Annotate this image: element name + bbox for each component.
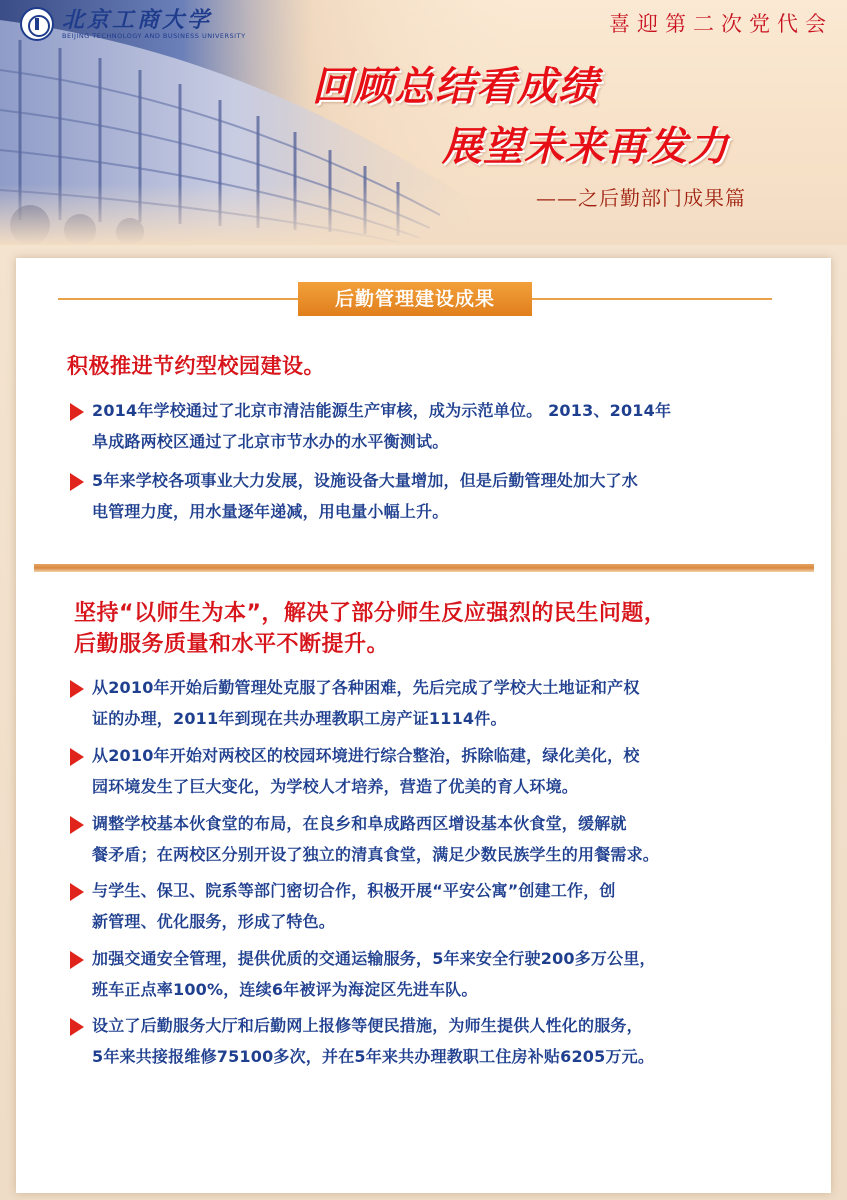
bullet-triangle-icon bbox=[70, 816, 84, 834]
university-logo bbox=[20, 6, 246, 42]
title-line-2: 展望未来再发力 bbox=[442, 124, 729, 170]
poster-header bbox=[0, 0, 847, 245]
bullet-triangle-icon bbox=[70, 473, 84, 491]
section-divider bbox=[34, 564, 814, 572]
block1-heading: 积极推进节约型校园建设。 bbox=[67, 354, 325, 378]
block2-heading-line-2: 后勤服务质量和水平不断提升。 bbox=[74, 632, 390, 657]
subtitle: ——之后勤部门成果篇 bbox=[536, 186, 746, 210]
bullet-triangle-icon bbox=[70, 403, 84, 421]
section-header bbox=[58, 282, 772, 316]
bullet-triangle-icon bbox=[70, 680, 84, 698]
bullet-triangle-icon bbox=[70, 883, 84, 901]
university-name-en: BEIJING TECHNOLOGY AND BUSINESS UNIVERSITY bbox=[62, 32, 246, 40]
title-line-1: 回顾总结看成绩 bbox=[312, 64, 599, 110]
university-emblem-icon bbox=[20, 7, 54, 41]
university-name: 北京工商大学 bbox=[62, 7, 213, 33]
bullet-triangle-icon bbox=[70, 1018, 84, 1036]
bullet-triangle-icon bbox=[70, 748, 84, 766]
congress-banner: 喜迎第二次党代会 bbox=[609, 12, 833, 36]
bullet-triangle-icon bbox=[70, 951, 84, 969]
block2-heading-line-1: 坚持“以师生为本”，解决了部分师生反应强烈的民生问题， bbox=[74, 601, 667, 626]
section-tag: 后勤管理建设成果 bbox=[298, 282, 532, 316]
